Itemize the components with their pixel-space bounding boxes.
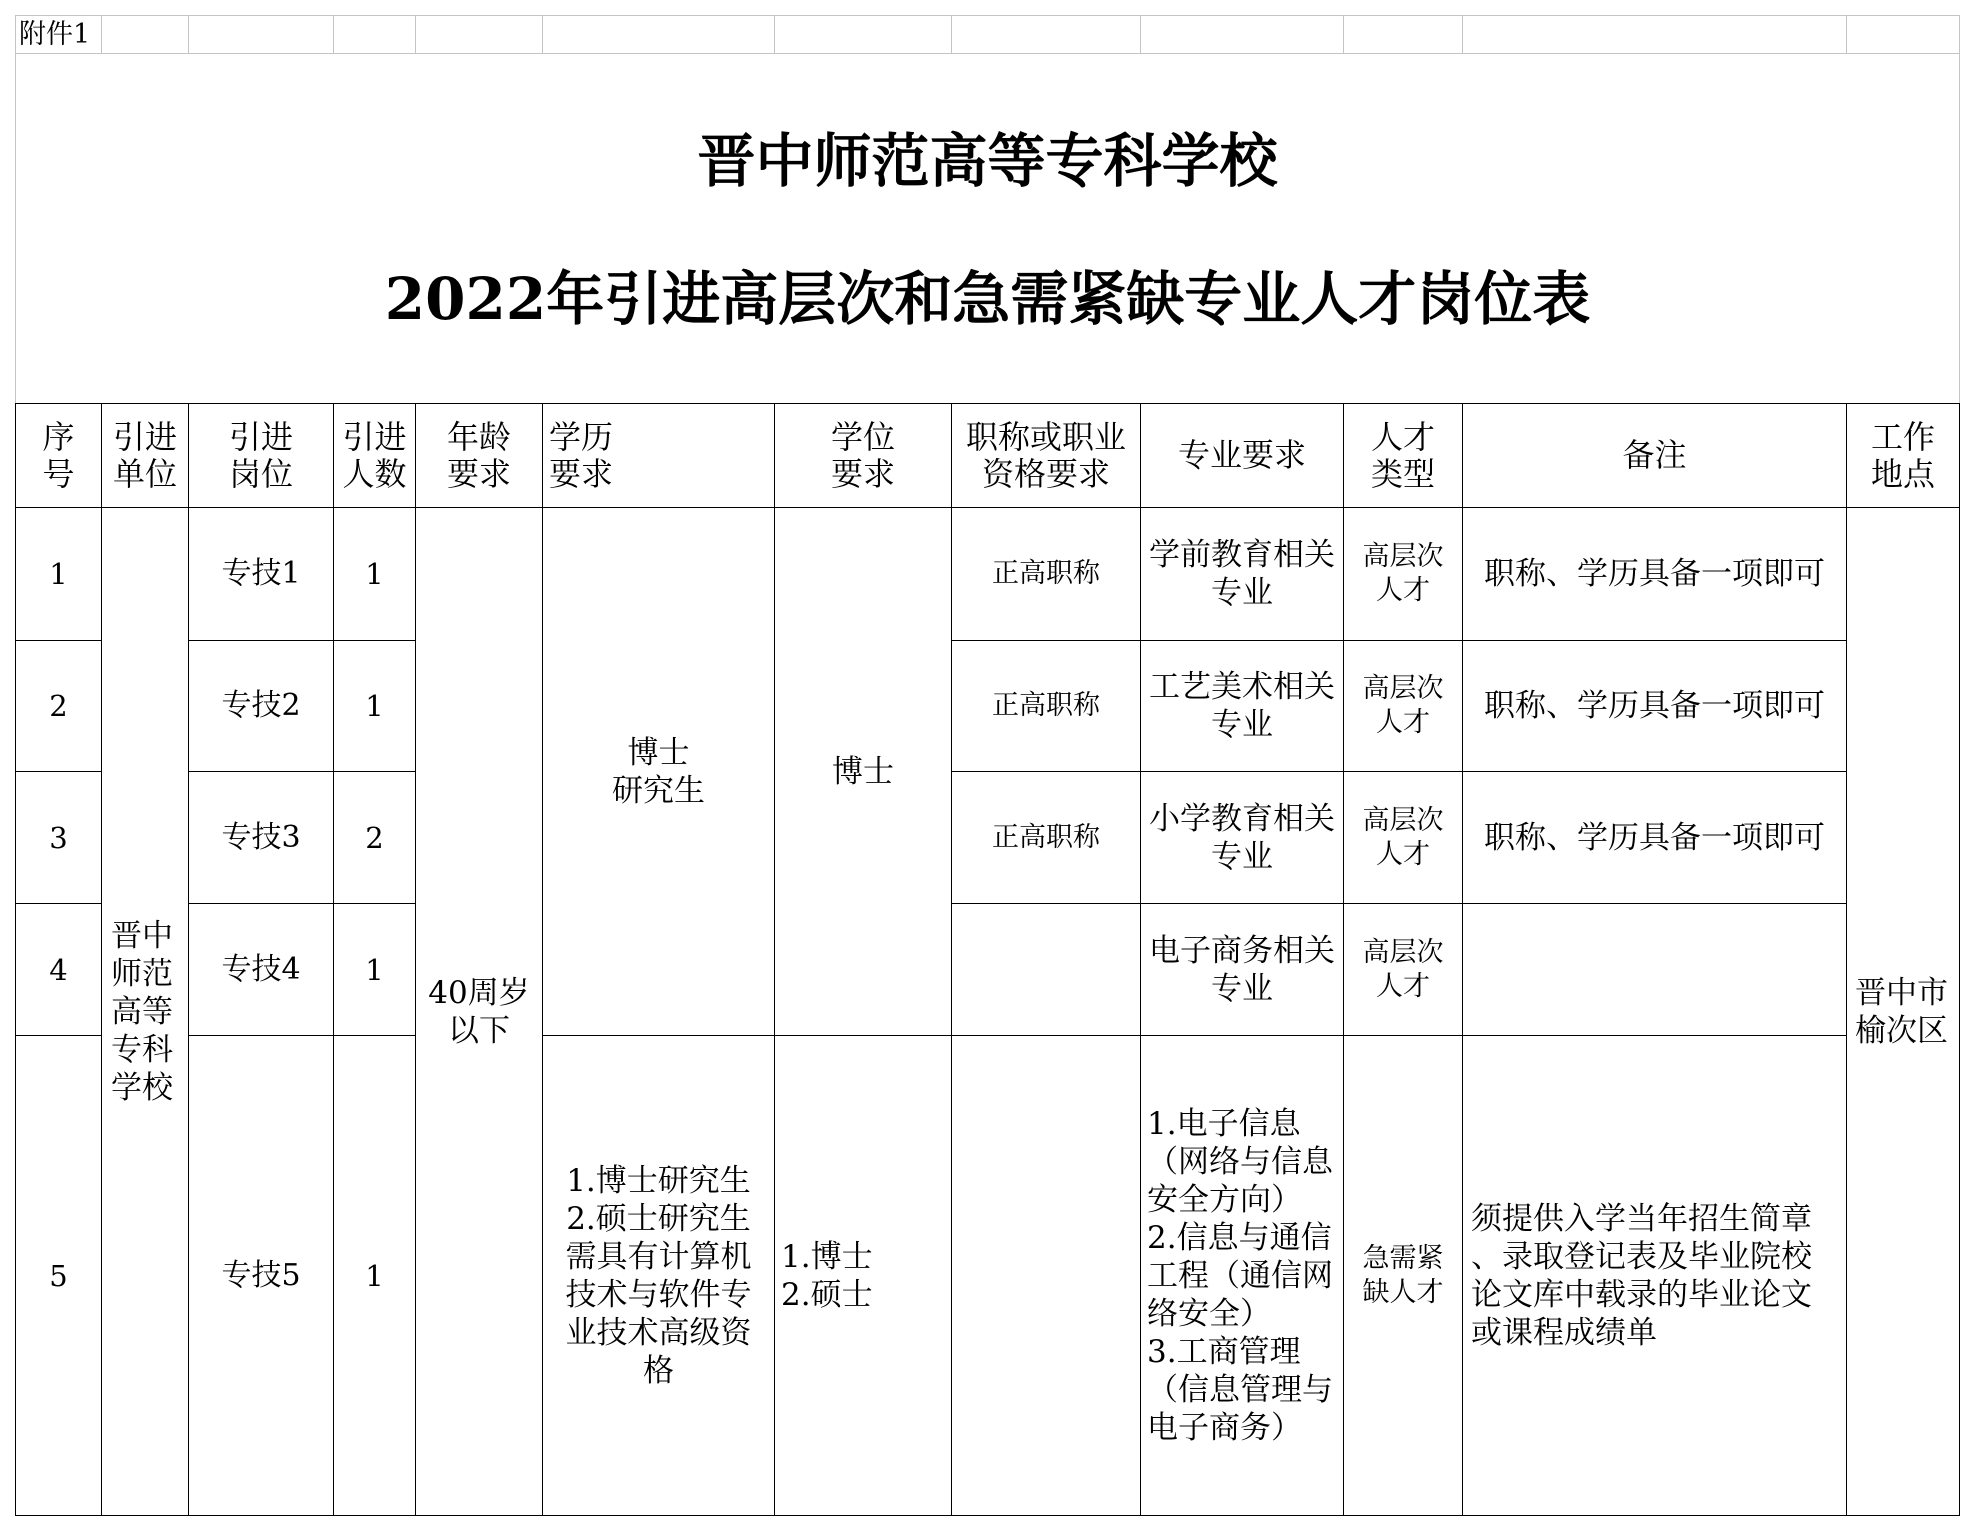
table-row xyxy=(16,772,1960,904)
row-4-major: 电子商务相关专业 xyxy=(1141,904,1344,1036)
empty-grid-cell xyxy=(1344,16,1463,54)
row-4-post: 专技4 xyxy=(189,904,334,1036)
header-count: 引进 人数 xyxy=(334,404,416,508)
header-education: 学历 要求 xyxy=(543,404,775,508)
header-title-qualification: 职称或职业 资格要求 xyxy=(952,404,1141,508)
empty-grid-cell xyxy=(416,16,543,54)
table-row xyxy=(16,1036,1960,1516)
row-4-talent-type: 高层次人才 xyxy=(1344,904,1463,1036)
row-4-remarks-empty xyxy=(1463,904,1847,1036)
title-line-school: 晋中师范高等专科学校 xyxy=(697,127,1278,195)
header-degree: 学位 要求 xyxy=(775,404,952,508)
empty-grid-cell xyxy=(102,16,189,54)
row-2-count: 1 xyxy=(334,641,416,772)
education-cell-rows-1-4: 博士 研究生 xyxy=(543,508,775,1036)
row-2-talent-type: 高层次人才 xyxy=(1344,641,1463,772)
row-5-degree: 1.博士 2.硕士 xyxy=(775,1036,952,1516)
row-5-title-qualification-empty xyxy=(952,1036,1141,1516)
empty-grid-cell xyxy=(543,16,775,54)
row-3-talent-type: 高层次人才 xyxy=(1344,772,1463,904)
row-3-major: 小学教育相关专业 xyxy=(1141,772,1344,904)
row-3-seq: 3 xyxy=(16,772,102,904)
location-cell: 晋中市榆次区 xyxy=(1847,508,1960,1516)
degree-cell-rows-1-4: 博士 xyxy=(775,508,952,1036)
title-line-table-name: 2022年引进高层次和急需紧缺专业人才岗位表 xyxy=(384,265,1591,333)
row-4-count: 1 xyxy=(334,904,416,1036)
row-1-talent-type: 高层次人才 xyxy=(1344,508,1463,641)
empty-grid-cell xyxy=(1847,16,1960,54)
row-1-remarks: 职称、学历具备一项即可 xyxy=(1463,508,1847,641)
row-1-seq: 1 xyxy=(16,508,102,641)
row-5-count: 1 xyxy=(334,1036,416,1516)
row-1-count: 1 xyxy=(334,508,416,641)
empty-grid-cell xyxy=(1141,16,1344,54)
row-5-post: 专技5 xyxy=(189,1036,334,1516)
row-4-seq: 4 xyxy=(16,904,102,1036)
header-row xyxy=(16,404,1960,508)
row-2-major: 工艺美术相关专业 xyxy=(1141,641,1344,772)
empty-grid-cell xyxy=(334,16,416,54)
header-unit: 引进 单位 xyxy=(102,404,189,508)
row-3-post: 专技3 xyxy=(189,772,334,904)
table-row xyxy=(16,904,1960,1036)
row-3-count: 2 xyxy=(334,772,416,904)
row-5-major: 1.电子信息（网络与信息安全方向） 2.信息与通信工程（通信网络安全） 3.工商管理（信息管理与电子商务） xyxy=(1141,1036,1344,1516)
header-talent-type: 人才 类型 xyxy=(1344,404,1463,508)
row-5-education: 1.博士研究生 2.硕士研究生需具有计算机技术与软件专业技术高级资格 xyxy=(543,1036,775,1516)
row-3-title-qualification: 正高职称 xyxy=(952,772,1141,904)
row-1-title-qualification: 正高职称 xyxy=(952,508,1141,641)
header-seq: 序 号 xyxy=(16,404,102,508)
title-cell xyxy=(16,54,1960,404)
header-location: 工作 地点 xyxy=(1847,404,1960,508)
row-2-remarks: 职称、学历具备一项即可 xyxy=(1463,641,1847,772)
age-cell: 40周岁以下 xyxy=(416,508,543,1516)
row-3-remarks: 职称、学历具备一项即可 xyxy=(1463,772,1847,904)
row-1-major: 学前教育相关专业 xyxy=(1141,508,1344,641)
row-5-remarks: 须提供入学当年招生简章、录取登记表及毕业院校论文库中载录的毕业论文或课程成绩单 xyxy=(1463,1036,1847,1516)
row-5-seq: 5 xyxy=(16,1036,102,1516)
row-2-post: 专技2 xyxy=(189,641,334,772)
row-1-post: 专技1 xyxy=(189,508,334,641)
empty-grid-cell xyxy=(1463,16,1847,54)
table-row xyxy=(16,641,1960,772)
title-row xyxy=(16,54,1960,404)
header-post: 引进 岗位 xyxy=(189,404,334,508)
sheet-gridline-row xyxy=(16,16,1960,54)
row-2-title-qualification: 正高职称 xyxy=(952,641,1141,772)
header-major: 专业要求 xyxy=(1141,404,1344,508)
empty-grid-cell xyxy=(775,16,952,54)
header-remarks: 备注 xyxy=(1463,404,1847,508)
attachment-label: 附件1 xyxy=(16,16,102,54)
row-2-seq: 2 xyxy=(16,641,102,772)
row-5-talent-type: 急需紧缺人才 xyxy=(1344,1036,1463,1516)
row-4-title-qualification-empty xyxy=(952,904,1141,1036)
empty-grid-cell xyxy=(189,16,334,54)
empty-grid-cell xyxy=(952,16,1141,54)
unit-cell: 晋中师范高等专科学校 xyxy=(102,508,189,1516)
position-table xyxy=(15,15,1960,1516)
table-row xyxy=(16,508,1960,641)
header-age: 年龄 要求 xyxy=(416,404,543,508)
